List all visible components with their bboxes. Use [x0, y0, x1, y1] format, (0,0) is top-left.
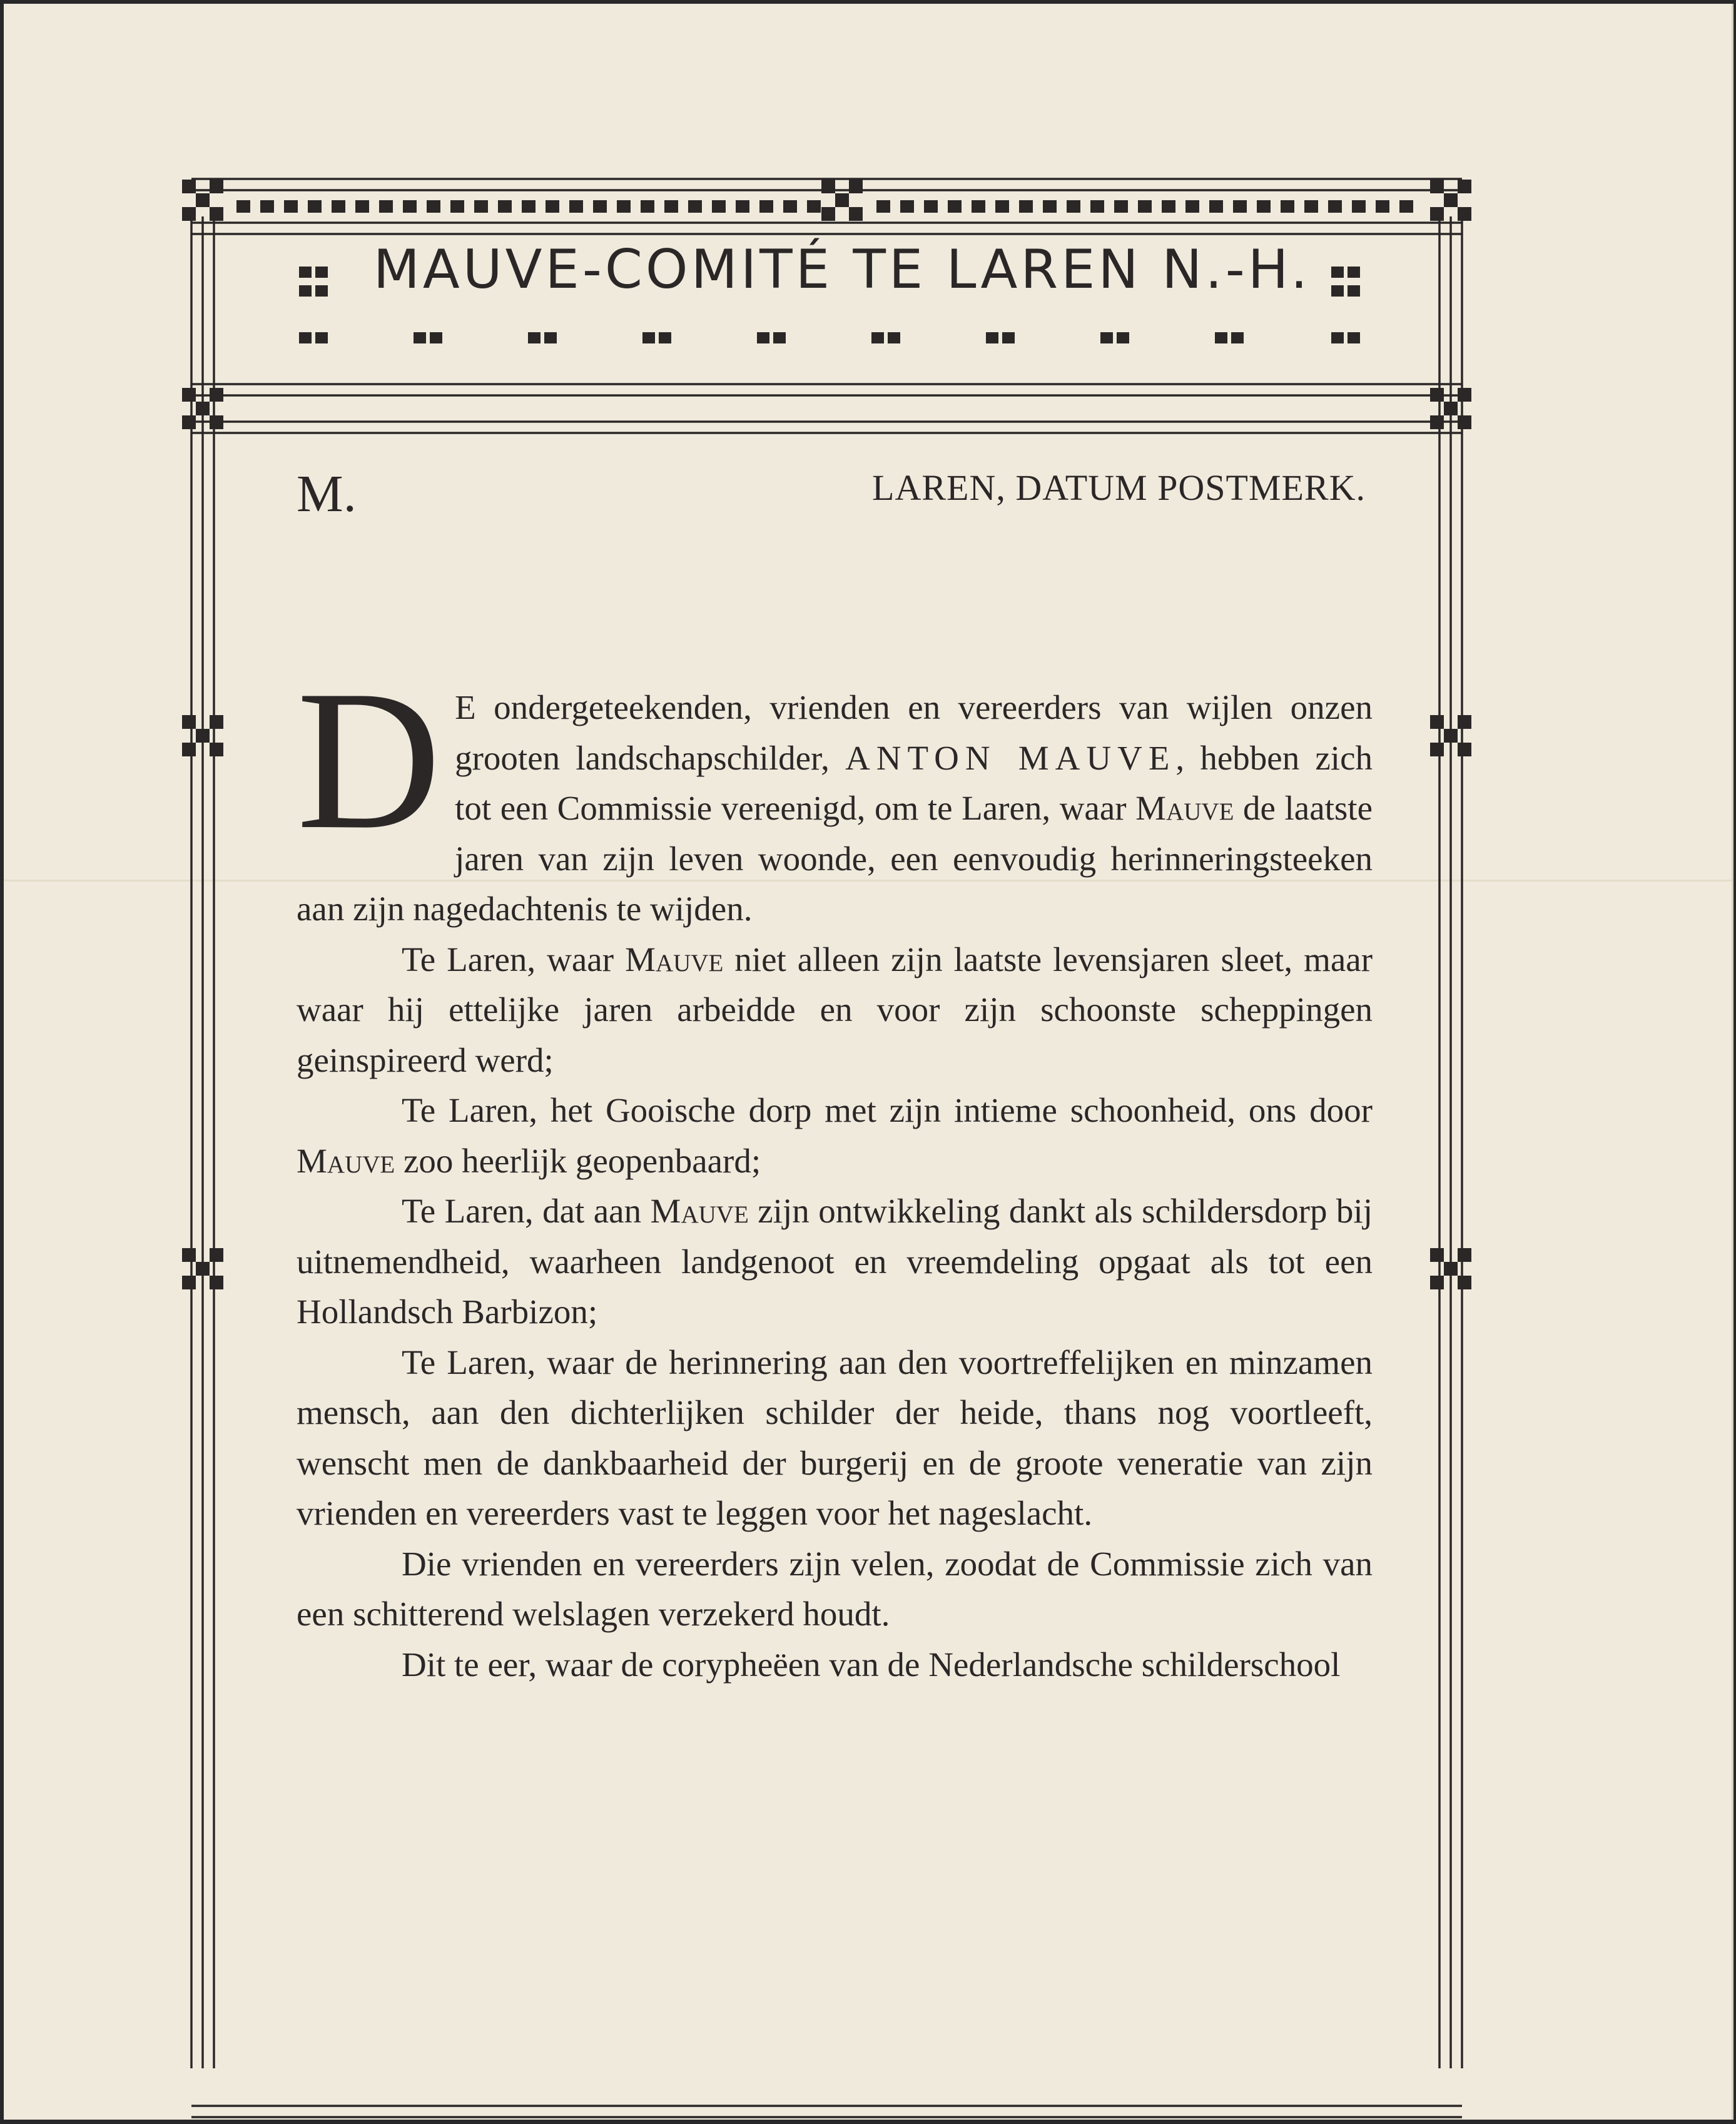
painter-name: ANTON MAUVE	[845, 738, 1176, 777]
paragraph-3: Te Laren, het Gooische dorp met zijn intieme schoonheid, ons door Mauve zoo heerlijk geopenbaard;	[297, 1091, 1373, 1180]
salutation: M.	[297, 465, 357, 523]
drop-cap: D	[297, 649, 442, 871]
paragraph-4: Te Laren, dat aan Mauve zijn ontwikkeling dankt als schildersdorp bij uitnemendheid, waarheen landgenoot en vreemdeling opgaat als tot een Hollandsch Barbizon;	[297, 1192, 1373, 1331]
paragraph-6: Die vrienden en vereerders zijn velen, zoodat de Commissie zich van een schitterend welslagen verzekerd houdt.	[297, 1544, 1373, 1633]
paper-sheet	[4, 4, 1733, 2120]
paragraph-1: D E ondergeteekenden, vrienden en vereerders van wijlen onzen grooten landschapschilder, ANTON MAUVE, hebben zich tot een Commissie vereenigd, om te Laren, waar Mauve de laatste jaren van zijn leven woonde, een eenvoudig herinneringsteeken aan zijn nagedachtenis te wijden.	[297, 649, 1373, 928]
paragraph-7: Dit te eer, waar de corypheëen van de Nederlandsche schilderschool	[402, 1645, 1341, 1684]
painter-name-smallcaps: Mauve	[1135, 789, 1234, 827]
place-date: LAREN, DATUM POSTMERK.	[872, 467, 1366, 508]
letter-body	[297, 649, 1373, 1690]
committee-title: MAUVE-COMITÉ TE LAREN N.-H.	[373, 238, 1311, 301]
paragraph-2: Te Laren, waar Mauve niet alleen zijn laatste levensjaren sleet, maar waar hij ettelijke jaren arbeidde en voor zijn schoonste scheppingen geinspireerd werd;	[297, 940, 1373, 1079]
paragraph-5: Te Laren, waar de herinnering aan den voortreffelijken en minzamen mensch, aan den dichterlijken schilder der heide, thans nog voortleeft, wenscht men de dankbaarheid der burgerij en de groote veneratie van zijn vrienden en vereerders vast te leggen voor het nageslacht.	[297, 1343, 1373, 1532]
